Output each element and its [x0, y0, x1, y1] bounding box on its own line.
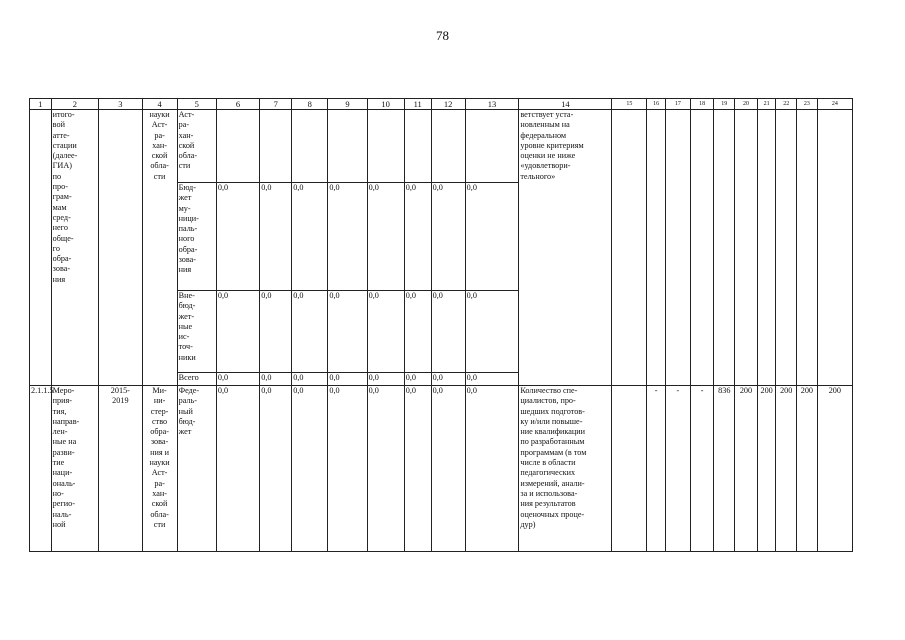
col-header: 1: [30, 99, 52, 110]
col-header: 23: [797, 99, 818, 110]
cell-value: [292, 110, 328, 183]
cell-value: 0,0: [367, 373, 404, 386]
table-row: [30, 386, 853, 552]
cell-value: 0,0: [431, 386, 465, 552]
cell-value: 0,0: [367, 291, 404, 373]
cell-event-name: итого- вой атте- стации (далее- ГИА) по про- грам- мам сред- него обще- го обра- зова- ния: [51, 110, 99, 386]
col-header: 19: [714, 99, 735, 110]
cell-funding-source: Вне- бюд- жет- ные ис- точ- ники: [177, 291, 216, 373]
cell-value: [328, 110, 367, 183]
cell-value: 0,0: [404, 386, 431, 552]
cell-event-name: Меро- прия- тия, направ- лен- ные на разви- тие наци- ональ- но- регио- наль- ной: [51, 386, 99, 552]
col-header: 3: [99, 99, 142, 110]
cell-value: 0,0: [431, 373, 465, 386]
cell-funding-source: Бюд- жет му- ници- паль- ного обра- зова- ния: [177, 183, 216, 291]
cell-indicator: ветствует уста- новленным на федеральном уровне критериям оценки не ниже «удовлетвори- тельного»: [519, 110, 612, 386]
cell-value: 0,0: [292, 183, 328, 291]
col-header: 21: [757, 99, 776, 110]
cell-value: 0,0: [292, 291, 328, 373]
cell-target: 200: [757, 386, 776, 552]
cell-value: 0,0: [292, 373, 328, 386]
cell-target: 836: [714, 386, 735, 552]
cell-value: 0,0: [216, 386, 259, 552]
col-header: 16: [647, 99, 666, 110]
cell-value: 0,0: [404, 291, 431, 373]
cell-value: [367, 110, 404, 183]
cell-value: 0,0: [404, 373, 431, 386]
cell-funding-source: Аст- ра- хан- ской обла- сти: [177, 110, 216, 183]
program-table: [29, 98, 853, 552]
cell-value: 0,0: [260, 291, 292, 373]
cell-empty: [817, 110, 852, 386]
cell-funding-source: Феде- раль- ный бюд- жет: [177, 386, 216, 552]
col-header: 13: [465, 99, 519, 110]
cell-value: 0,0: [367, 183, 404, 291]
col-header: 20: [735, 99, 758, 110]
cell-empty: [690, 110, 714, 386]
cell-value: [216, 110, 259, 183]
col-header: 5: [177, 99, 216, 110]
cell-empty: [612, 110, 647, 386]
cell-empty: [776, 110, 797, 386]
cell-value: 0,0: [260, 183, 292, 291]
cell-value: 0,0: [465, 183, 519, 291]
cell-value: [404, 110, 431, 183]
cell-empty: [647, 110, 666, 386]
cell-value: 0,0: [328, 183, 367, 291]
cell-empty: [735, 110, 758, 386]
cell-target: -: [647, 386, 666, 552]
cell-value: 0,0: [260, 373, 292, 386]
cell-executor: Ми- ни- стер- ство обра- зова- ния и науки Аст- ра- хан- ской обла- сти: [142, 386, 177, 552]
col-header: 4: [142, 99, 177, 110]
cell-value: 0,0: [465, 373, 519, 386]
cell-target: -: [665, 386, 690, 552]
col-header: 15: [612, 99, 647, 110]
cell-value: 0,0: [216, 373, 259, 386]
cell-value: 0,0: [292, 386, 328, 552]
col-header: 2: [51, 99, 99, 110]
col-header: 14: [519, 99, 612, 110]
cell-period: [99, 110, 142, 386]
cell-empty: [714, 110, 735, 386]
cell-value: [431, 110, 465, 183]
cell-value: 0,0: [260, 386, 292, 552]
cell-target: -: [690, 386, 714, 552]
cell-value: 0,0: [431, 183, 465, 291]
col-header: 8: [292, 99, 328, 110]
cell-value: [465, 110, 519, 183]
page-number: 78: [436, 28, 449, 43]
table-row: [30, 110, 853, 183]
col-header: 12: [431, 99, 465, 110]
cell-value: 0,0: [328, 386, 367, 552]
cell-target: 200: [797, 386, 818, 552]
col-header: 18: [690, 99, 714, 110]
col-header: 6: [216, 99, 259, 110]
cell-value: 0,0: [367, 386, 404, 552]
cell-indicator: Количество спе- циалистов, про- шедших подготов- ку и/или повыше- ние квалификации по разработанным программам (в том числе в области педагогических измерений, анали- за и использова- ния результатов оценочных проце- дур): [519, 386, 612, 552]
col-header: 22: [776, 99, 797, 110]
cell-target: 200: [776, 386, 797, 552]
cell-target: [612, 386, 647, 552]
col-header: 7: [260, 99, 292, 110]
cell-value: 0,0: [465, 386, 519, 552]
cell-number: [30, 110, 52, 386]
cell-funding-source: Всего: [177, 373, 216, 386]
cell-empty: [757, 110, 776, 386]
col-header: 10: [367, 99, 404, 110]
col-header: 24: [817, 99, 852, 110]
cell-empty: [665, 110, 690, 386]
cell-value: 0,0: [328, 291, 367, 373]
cell-executor: науки Аст- ра- хан- ской обла- сти: [142, 110, 177, 386]
cell-value: 0,0: [216, 183, 259, 291]
cell-number: 2.1.1.5: [30, 386, 52, 552]
col-header: 11: [404, 99, 431, 110]
col-header: 9: [328, 99, 367, 110]
cell-target: 200: [817, 386, 852, 552]
col-header: 17: [665, 99, 690, 110]
cell-target: 200: [735, 386, 758, 552]
header-row: [30, 99, 853, 110]
cell-empty: [797, 110, 818, 386]
cell-period: 2015- 2019: [99, 386, 142, 552]
cell-value: 0,0: [216, 291, 259, 373]
cell-value: 0,0: [431, 291, 465, 373]
cell-value: [260, 110, 292, 183]
cell-value: 0,0: [404, 183, 431, 291]
cell-value: 0,0: [328, 373, 367, 386]
cell-value: 0,0: [465, 291, 519, 373]
